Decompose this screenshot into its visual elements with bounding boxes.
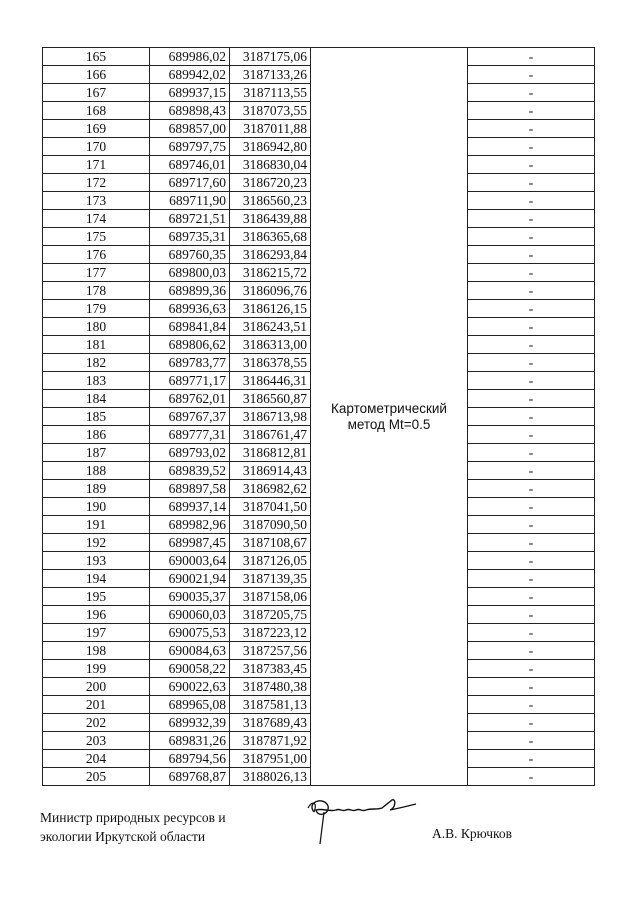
dash-cell: - (468, 372, 595, 390)
y-coordinate-cell: 3186293,84 (230, 246, 311, 264)
point-number-cell: 166 (43, 66, 150, 84)
x-coordinate-cell: 689942,02 (150, 66, 230, 84)
point-number-cell: 171 (43, 156, 150, 174)
signer-name: А.В. Крючков (432, 826, 512, 841)
point-number-cell: 185 (43, 408, 150, 426)
dash-cell: - (468, 624, 595, 642)
x-coordinate-cell: 689800,03 (150, 264, 230, 282)
x-coordinate-cell: 689932,39 (150, 714, 230, 732)
x-coordinate-cell: 689717,60 (150, 174, 230, 192)
point-number-cell: 188 (43, 462, 150, 480)
x-coordinate-cell: 690003,64 (150, 552, 230, 570)
dash-cell: - (468, 174, 595, 192)
method-line-2: метод Mt=0.5 (347, 416, 431, 432)
x-coordinate-cell: 689771,17 (150, 372, 230, 390)
point-number-cell: 173 (43, 192, 150, 210)
point-number-cell: 180 (43, 318, 150, 336)
y-coordinate-cell: 3186126,15 (230, 300, 311, 318)
y-coordinate-cell: 3186830,04 (230, 156, 311, 174)
point-number-cell: 175 (43, 228, 150, 246)
dash-cell: - (468, 444, 595, 462)
coordinates-table (42, 47, 595, 786)
coordinates-table-body (43, 48, 595, 786)
y-coordinate-cell: 3186215,72 (230, 264, 311, 282)
y-coordinate-cell: 3186720,23 (230, 174, 311, 192)
signature-title-line-2: экологии Иркутской области (40, 829, 206, 844)
dash-cell: - (468, 264, 595, 282)
x-coordinate-cell: 689762,01 (150, 390, 230, 408)
x-coordinate-cell: 689711,90 (150, 192, 230, 210)
point-number-cell: 170 (43, 138, 150, 156)
x-coordinate-cell: 689986,02 (150, 48, 230, 66)
dash-cell: - (468, 156, 595, 174)
signature-title-line-1: Министр природных ресурсов и (40, 810, 226, 825)
point-number-cell: 184 (43, 390, 150, 408)
y-coordinate-cell: 3186713,98 (230, 408, 311, 426)
x-coordinate-cell: 690022,63 (150, 678, 230, 696)
y-coordinate-cell: 3186378,55 (230, 354, 311, 372)
point-number-cell: 197 (43, 624, 150, 642)
y-coordinate-cell: 3187581,13 (230, 696, 311, 714)
y-coordinate-cell: 3187383,45 (230, 660, 311, 678)
y-coordinate-cell: 3186439,88 (230, 210, 311, 228)
method-line-1: Картометрический (331, 400, 447, 416)
x-coordinate-cell: 689806,62 (150, 336, 230, 354)
y-coordinate-cell: 3187139,35 (230, 570, 311, 588)
dash-cell: - (468, 318, 595, 336)
dash-cell: - (468, 588, 595, 606)
dash-cell: - (468, 534, 595, 552)
x-coordinate-cell: 689936,63 (150, 300, 230, 318)
x-coordinate-cell: 690021,94 (150, 570, 230, 588)
point-number-cell: 167 (43, 84, 150, 102)
dash-cell: - (468, 120, 595, 138)
dash-cell: - (468, 138, 595, 156)
y-coordinate-cell: 3187073,55 (230, 102, 311, 120)
handwritten-signature-icon (300, 788, 420, 848)
point-number-cell: 191 (43, 516, 150, 534)
point-number-cell: 169 (43, 120, 150, 138)
dash-cell: - (468, 660, 595, 678)
y-coordinate-cell: 3186812,81 (230, 444, 311, 462)
x-coordinate-cell: 689831,26 (150, 732, 230, 750)
y-coordinate-cell: 3187951,00 (230, 750, 311, 768)
x-coordinate-cell: 689965,08 (150, 696, 230, 714)
y-coordinate-cell: 3187041,50 (230, 498, 311, 516)
y-coordinate-cell: 3186982,62 (230, 480, 311, 498)
point-number-cell: 187 (43, 444, 150, 462)
dash-cell: - (468, 84, 595, 102)
y-coordinate-cell: 3187133,26 (230, 66, 311, 84)
x-coordinate-cell: 689797,75 (150, 138, 230, 156)
x-coordinate-cell: 689982,96 (150, 516, 230, 534)
table-row (43, 48, 595, 66)
dash-cell: - (468, 282, 595, 300)
dash-cell: - (468, 462, 595, 480)
point-number-cell: 200 (43, 678, 150, 696)
point-number-cell: 194 (43, 570, 150, 588)
point-number-cell: 203 (43, 732, 150, 750)
y-coordinate-cell: 3186942,80 (230, 138, 311, 156)
dash-cell: - (468, 48, 595, 66)
x-coordinate-cell: 690060,03 (150, 606, 230, 624)
point-number-cell: 177 (43, 264, 150, 282)
point-number-cell: 183 (43, 372, 150, 390)
y-coordinate-cell: 3186761,47 (230, 426, 311, 444)
point-number-cell: 196 (43, 606, 150, 624)
dash-cell: - (468, 732, 595, 750)
point-number-cell: 192 (43, 534, 150, 552)
y-coordinate-cell: 3187011,88 (230, 120, 311, 138)
point-number-cell: 199 (43, 660, 150, 678)
method-cell (311, 48, 468, 786)
y-coordinate-cell: 3186365,68 (230, 228, 311, 246)
y-coordinate-cell: 3187205,75 (230, 606, 311, 624)
dash-cell: - (468, 642, 595, 660)
y-coordinate-cell: 3186914,43 (230, 462, 311, 480)
dash-cell: - (468, 102, 595, 120)
dash-cell: - (468, 228, 595, 246)
point-number-cell: 179 (43, 300, 150, 318)
y-coordinate-cell: 3187126,05 (230, 552, 311, 570)
dash-cell: - (468, 606, 595, 624)
y-coordinate-cell: 3187113,55 (230, 84, 311, 102)
y-coordinate-cell: 3186446,31 (230, 372, 311, 390)
dash-cell: - (468, 66, 595, 84)
x-coordinate-cell: 689794,56 (150, 750, 230, 768)
x-coordinate-cell: 689767,37 (150, 408, 230, 426)
point-number-cell: 168 (43, 102, 150, 120)
x-coordinate-cell: 689746,01 (150, 156, 230, 174)
y-coordinate-cell: 3187158,06 (230, 588, 311, 606)
point-number-cell: 186 (43, 426, 150, 444)
dash-cell: - (468, 714, 595, 732)
signature-title (40, 808, 226, 846)
x-coordinate-cell: 689839,52 (150, 462, 230, 480)
x-coordinate-cell: 689735,31 (150, 228, 230, 246)
dash-cell: - (468, 768, 595, 786)
y-coordinate-cell: 3187090,50 (230, 516, 311, 534)
y-coordinate-cell: 3187257,56 (230, 642, 311, 660)
y-coordinate-cell: 3187175,06 (230, 48, 311, 66)
y-coordinate-cell: 3186096,76 (230, 282, 311, 300)
x-coordinate-cell: 689793,02 (150, 444, 230, 462)
point-number-cell: 174 (43, 210, 150, 228)
dash-cell: - (468, 210, 595, 228)
dash-cell: - (468, 336, 595, 354)
point-number-cell: 193 (43, 552, 150, 570)
y-coordinate-cell: 3187223,12 (230, 624, 311, 642)
x-coordinate-cell: 689899,36 (150, 282, 230, 300)
point-number-cell: 189 (43, 480, 150, 498)
dash-cell: - (468, 300, 595, 318)
x-coordinate-cell: 690075,53 (150, 624, 230, 642)
point-number-cell: 178 (43, 282, 150, 300)
point-number-cell: 176 (43, 246, 150, 264)
dash-cell: - (468, 678, 595, 696)
x-coordinate-cell: 689783,77 (150, 354, 230, 372)
dash-cell: - (468, 354, 595, 372)
point-number-cell: 195 (43, 588, 150, 606)
point-number-cell: 165 (43, 48, 150, 66)
dash-cell: - (468, 408, 595, 426)
x-coordinate-cell: 690084,63 (150, 642, 230, 660)
point-number-cell: 202 (43, 714, 150, 732)
dash-cell: - (468, 498, 595, 516)
y-coordinate-cell: 3186243,51 (230, 318, 311, 336)
point-number-cell: 181 (43, 336, 150, 354)
x-coordinate-cell: 690035,37 (150, 588, 230, 606)
point-number-cell: 201 (43, 696, 150, 714)
x-coordinate-cell: 689777,31 (150, 426, 230, 444)
y-coordinate-cell: 3187871,92 (230, 732, 311, 750)
x-coordinate-cell: 689937,14 (150, 498, 230, 516)
dash-cell: - (468, 696, 595, 714)
y-coordinate-cell: 3187480,38 (230, 678, 311, 696)
x-coordinate-cell: 689897,58 (150, 480, 230, 498)
dash-cell: - (468, 426, 595, 444)
dash-cell: - (468, 570, 595, 588)
x-coordinate-cell: 689721,51 (150, 210, 230, 228)
y-coordinate-cell: 3186560,87 (230, 390, 311, 408)
dash-cell: - (468, 750, 595, 768)
point-number-cell: 190 (43, 498, 150, 516)
dash-cell: - (468, 192, 595, 210)
x-coordinate-cell: 690058,22 (150, 660, 230, 678)
dash-cell: - (468, 246, 595, 264)
y-coordinate-cell: 3187108,67 (230, 534, 311, 552)
x-coordinate-cell: 689898,43 (150, 102, 230, 120)
point-number-cell: 205 (43, 768, 150, 786)
dash-cell: - (468, 480, 595, 498)
point-number-cell: 198 (43, 642, 150, 660)
y-coordinate-cell: 3187689,43 (230, 714, 311, 732)
x-coordinate-cell: 689768,87 (150, 768, 230, 786)
x-coordinate-cell: 689937,15 (150, 84, 230, 102)
point-number-cell: 172 (43, 174, 150, 192)
dash-cell: - (468, 390, 595, 408)
x-coordinate-cell: 689841,84 (150, 318, 230, 336)
point-number-cell: 182 (43, 354, 150, 372)
x-coordinate-cell: 689760,35 (150, 246, 230, 264)
dash-cell: - (468, 552, 595, 570)
y-coordinate-cell: 3186313,00 (230, 336, 311, 354)
dash-cell: - (468, 516, 595, 534)
y-coordinate-cell: 3188026,13 (230, 768, 311, 786)
x-coordinate-cell: 689857,00 (150, 120, 230, 138)
point-number-cell: 204 (43, 750, 150, 768)
x-coordinate-cell: 689987,45 (150, 534, 230, 552)
y-coordinate-cell: 3186560,23 (230, 192, 311, 210)
